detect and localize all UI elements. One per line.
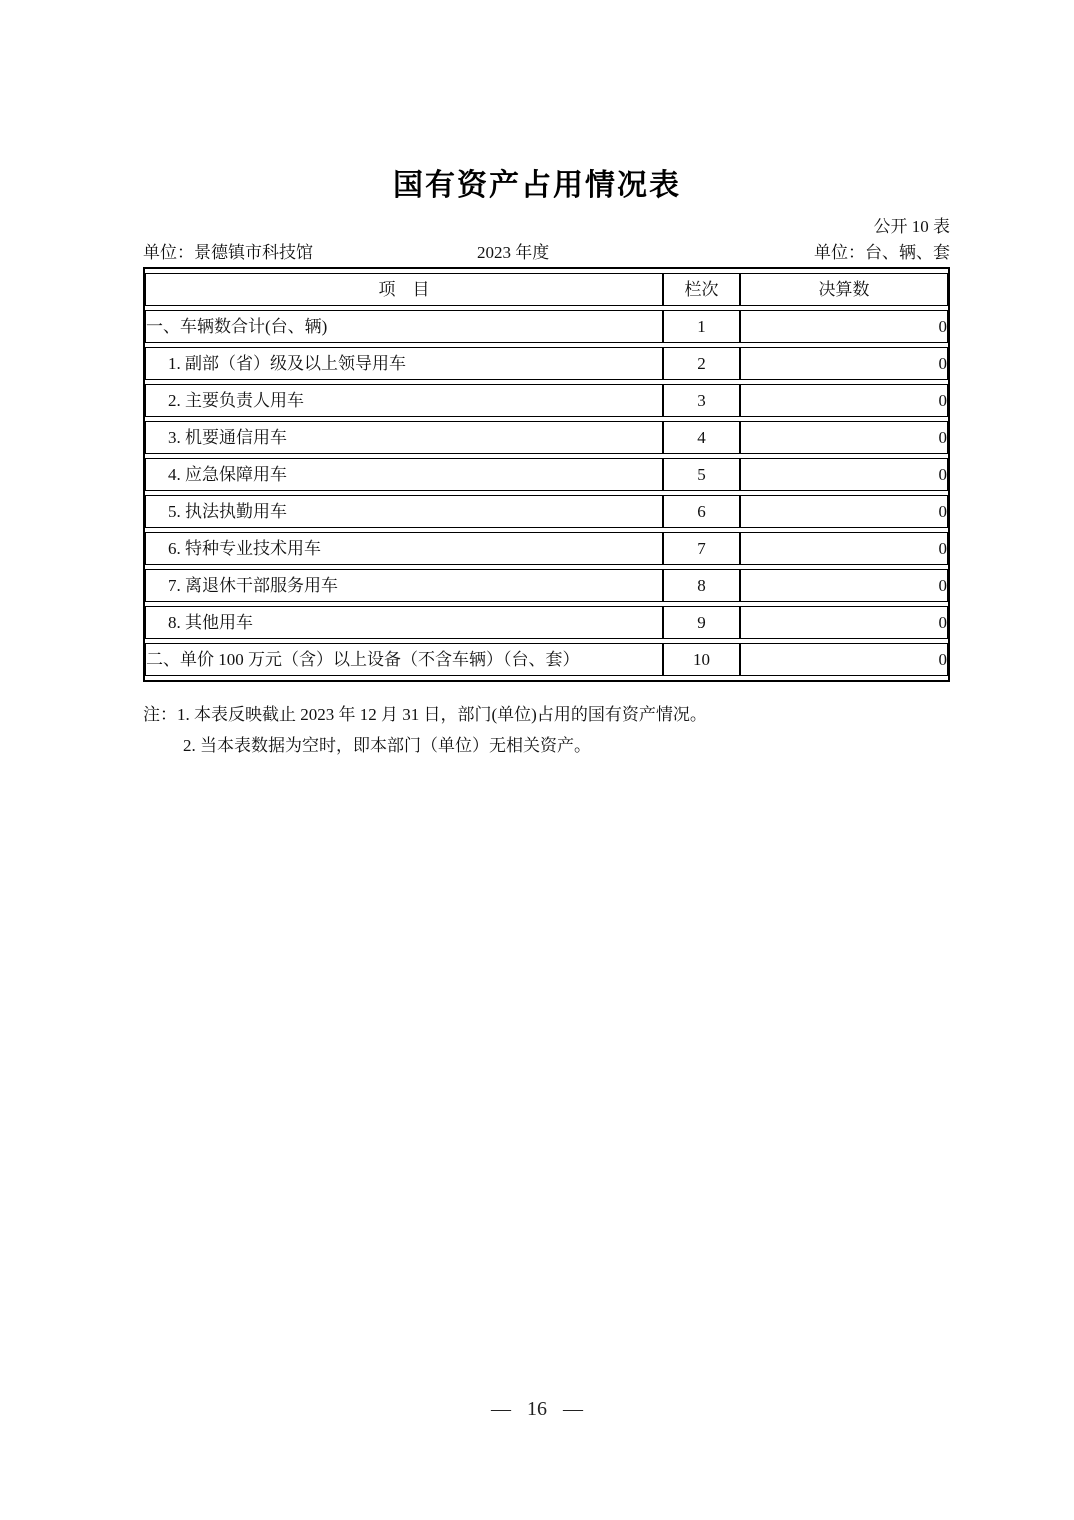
row-column-no: 5: [663, 458, 740, 491]
row-value: 0: [740, 643, 948, 676]
row-column-no: 2: [663, 347, 740, 380]
measure-units: 单位：台、辆、套: [814, 243, 950, 262]
state-assets-table: [143, 267, 950, 682]
table-row: [145, 532, 948, 565]
row-item-label: 4. 应急保障用车: [145, 458, 663, 491]
table-notes: [143, 699, 950, 761]
row-column-no: 9: [663, 606, 740, 639]
row-value: 0: [740, 310, 948, 343]
row-value: 0: [740, 458, 948, 491]
table-row: [145, 421, 948, 454]
row-column-no: 8: [663, 569, 740, 602]
row-value: 0: [740, 532, 948, 565]
row-item-label: 二、单价 100 万元（含）以上设备（不含车辆）（台、套）: [145, 643, 663, 676]
table-meta-row: [143, 238, 950, 264]
page-title: 国有资产占用情况表: [393, 169, 681, 202]
table-row: [145, 495, 948, 528]
col-header-item: 项 目: [145, 273, 663, 306]
page-footer: [0, 1398, 1074, 1421]
table-row: [145, 310, 948, 343]
row-item-label: 3. 机要通信用车: [145, 421, 663, 454]
table-row: [145, 606, 948, 639]
table-row: [145, 643, 948, 676]
fiscal-year: 2023 年度: [477, 243, 550, 262]
table-header-row: [145, 273, 948, 306]
reporting-unit: 单位：景德镇市科技馆: [143, 243, 313, 262]
public-table-label: 公开 10 表: [873, 217, 950, 236]
row-value: 0: [740, 384, 948, 417]
row-item-label: 2. 主要负责人用车: [145, 384, 663, 417]
row-item-label: 5. 执法执勤用车: [145, 495, 663, 528]
row-value: 0: [740, 495, 948, 528]
footer-dash-left: —: [491, 1398, 511, 1420]
row-item-label: 1. 副部（省）级及以上领导用车: [145, 347, 663, 380]
row-item-label: 6. 特种专业技术用车: [145, 532, 663, 565]
row-column-no: 3: [663, 384, 740, 417]
row-value: 0: [740, 569, 948, 602]
col-header-final-amount: 决算数: [740, 273, 948, 306]
row-column-no: 1: [663, 310, 740, 343]
page-number: 16: [527, 1398, 547, 1420]
row-column-no: 10: [663, 643, 740, 676]
row-item-label: 8. 其他用车: [145, 606, 663, 639]
note-line-2: 2. 当本表数据为空时，即本部门（单位）无相关资产。: [183, 736, 591, 755]
table-row: [145, 458, 948, 491]
table-row: [145, 347, 948, 380]
row-column-no: 4: [663, 421, 740, 454]
row-value: 0: [740, 606, 948, 639]
footer-dash-right: —: [563, 1398, 583, 1420]
table-row: [145, 569, 948, 602]
col-header-column-no: 栏次: [663, 273, 740, 306]
row-item-label: 7. 离退休干部服务用车: [145, 569, 663, 602]
row-item-label: 一、车辆数合计(台、辆): [145, 310, 663, 343]
row-column-no: 7: [663, 532, 740, 565]
row-value: 0: [740, 421, 948, 454]
row-value: 0: [740, 347, 948, 380]
table-row: [145, 384, 948, 417]
row-column-no: 6: [663, 495, 740, 528]
note-line-1: 注：1. 本表反映截止 2023 年 12 月 31 日，部门(单位)占用的国有资产情况。: [143, 705, 707, 724]
